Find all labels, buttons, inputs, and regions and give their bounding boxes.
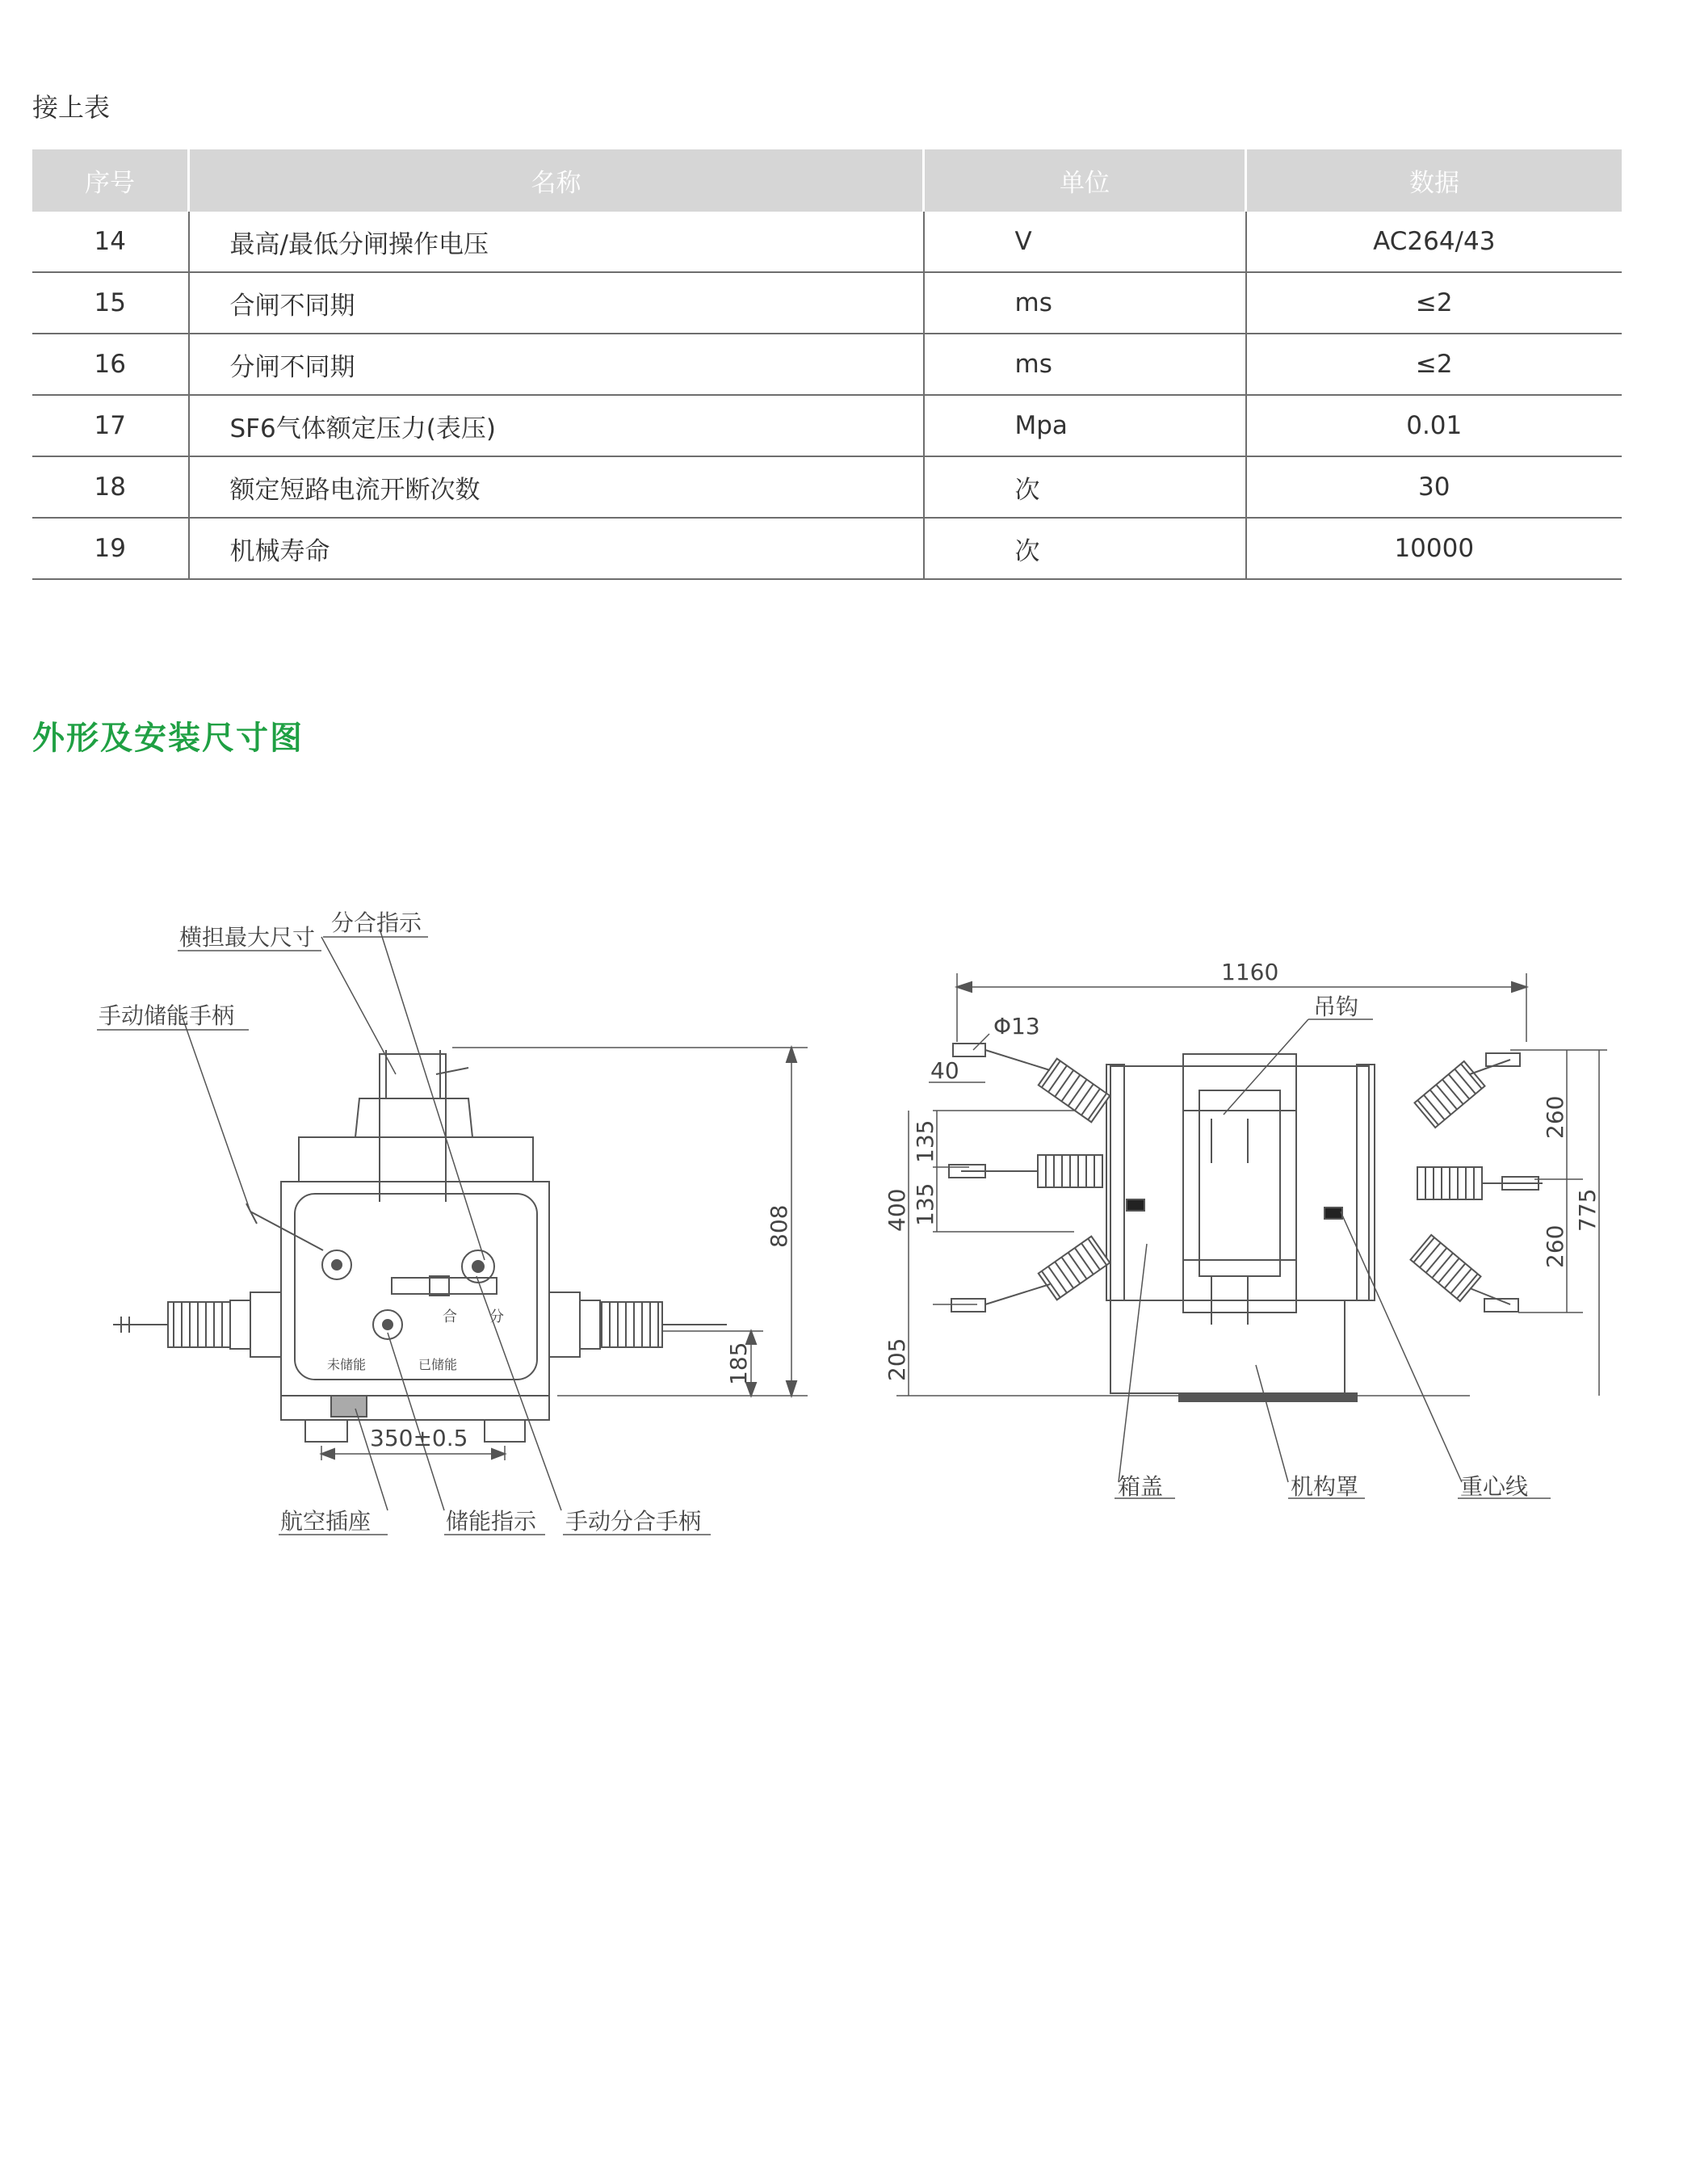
row-no: 16 xyxy=(32,334,189,395)
row-name: 额定短路电流开断次数 xyxy=(189,456,924,518)
right-drawing-labels xyxy=(884,959,1601,1500)
row-no: 17 xyxy=(32,395,189,456)
row-name: 最高/最低分闸操作电压 xyxy=(189,212,924,272)
row-unit: ms xyxy=(924,334,1246,395)
dim-hole: Φ13 xyxy=(993,1013,1040,1040)
label-cover: 箱盖 xyxy=(1118,1473,1164,1500)
dim-total: 775 xyxy=(1574,1188,1601,1232)
dim-width: 1160 xyxy=(1221,959,1279,985)
row-name: 机械寿命 xyxy=(189,518,924,579)
row-unit: ms xyxy=(924,272,1246,334)
row-name: SF6气体额定压力(表压) xyxy=(189,395,924,456)
row-no: 15 xyxy=(32,272,189,334)
row-no: 18 xyxy=(32,456,189,518)
front-panel xyxy=(295,1194,537,1380)
panel-label-charged: 已储能 xyxy=(418,1357,458,1372)
panel-label-open: 分 xyxy=(489,1308,504,1325)
row-value: AC264/43 xyxy=(1246,212,1623,272)
row-value: 10000 xyxy=(1246,518,1623,579)
header-value: 数据 xyxy=(1246,149,1623,212)
row-value: ≤2 xyxy=(1246,334,1623,395)
panel-label-uncharged: 未储能 xyxy=(327,1357,367,1372)
table-row xyxy=(32,212,1622,272)
right-side-view xyxy=(896,973,1607,1498)
dim-pitch-a: 135 xyxy=(912,1119,938,1163)
label-aviation-socket: 航空插座 xyxy=(280,1508,372,1535)
dim-lower: 260 xyxy=(1542,1224,1568,1268)
row-no: 19 xyxy=(32,518,189,579)
dim-upper: 260 xyxy=(1542,1095,1568,1139)
section-title: 外形及安装尺寸图 xyxy=(32,720,304,757)
right-enclosure xyxy=(1110,1066,1369,1300)
table-row xyxy=(32,272,1622,334)
dim-offset: 40 xyxy=(930,1057,959,1084)
left-enclosure xyxy=(281,1182,549,1396)
row-name: 分闸不同期 xyxy=(189,334,924,395)
row-unit: V xyxy=(924,212,1246,272)
dimension-drawings xyxy=(0,872,1696,1599)
row-unit: Mpa xyxy=(924,395,1246,456)
row-value: 30 xyxy=(1246,456,1623,518)
row-no: 14 xyxy=(32,212,189,272)
label-crossarm: 横担最大尺寸 xyxy=(179,924,316,951)
mechanism-box xyxy=(1110,1300,1345,1393)
label-cog-line: 重心线 xyxy=(1460,1473,1529,1500)
label-mechanism-cover: 机构罩 xyxy=(1291,1473,1359,1500)
row-unit: 次 xyxy=(924,518,1246,579)
row-name: 合闸不同期 xyxy=(189,272,924,334)
spec-table xyxy=(32,149,1622,580)
label-manual-charge-handle: 手动储能手柄 xyxy=(99,1002,235,1029)
header-no: 序号 xyxy=(32,149,189,212)
row-value: 0.01 xyxy=(1246,395,1623,456)
table-row xyxy=(32,334,1622,395)
label-hook: 吊钩 xyxy=(1313,993,1359,1020)
dim-bottom: 185 xyxy=(725,1342,752,1385)
dim-mount: 350±0.5 xyxy=(370,1425,468,1451)
table-row xyxy=(32,395,1622,456)
label-manual-open-close-handle: 手动分合手柄 xyxy=(565,1508,702,1535)
table-row xyxy=(32,456,1622,518)
label-charge-indicator: 储能指示 xyxy=(446,1508,537,1535)
header-name: 名称 xyxy=(189,149,924,212)
continued-label: 接上表 xyxy=(32,92,111,123)
mount-plate xyxy=(355,1098,472,1137)
label-open-close-indicator: 分合指示 xyxy=(331,909,422,936)
dim-span: 400 xyxy=(884,1188,910,1232)
table-row xyxy=(32,518,1622,579)
header-unit: 单位 xyxy=(924,149,1246,212)
dim-base: 205 xyxy=(884,1338,910,1381)
row-unit: 次 xyxy=(924,456,1246,518)
row-value: ≤2 xyxy=(1246,272,1623,334)
crossarm-bracket xyxy=(380,1054,446,1098)
table-header-row xyxy=(32,149,1622,212)
panel-label-close: 合 xyxy=(443,1308,457,1325)
dim-height: 808 xyxy=(766,1204,792,1248)
dim-pitch-b: 135 xyxy=(912,1182,938,1226)
left-drawing-labels xyxy=(99,909,792,1535)
